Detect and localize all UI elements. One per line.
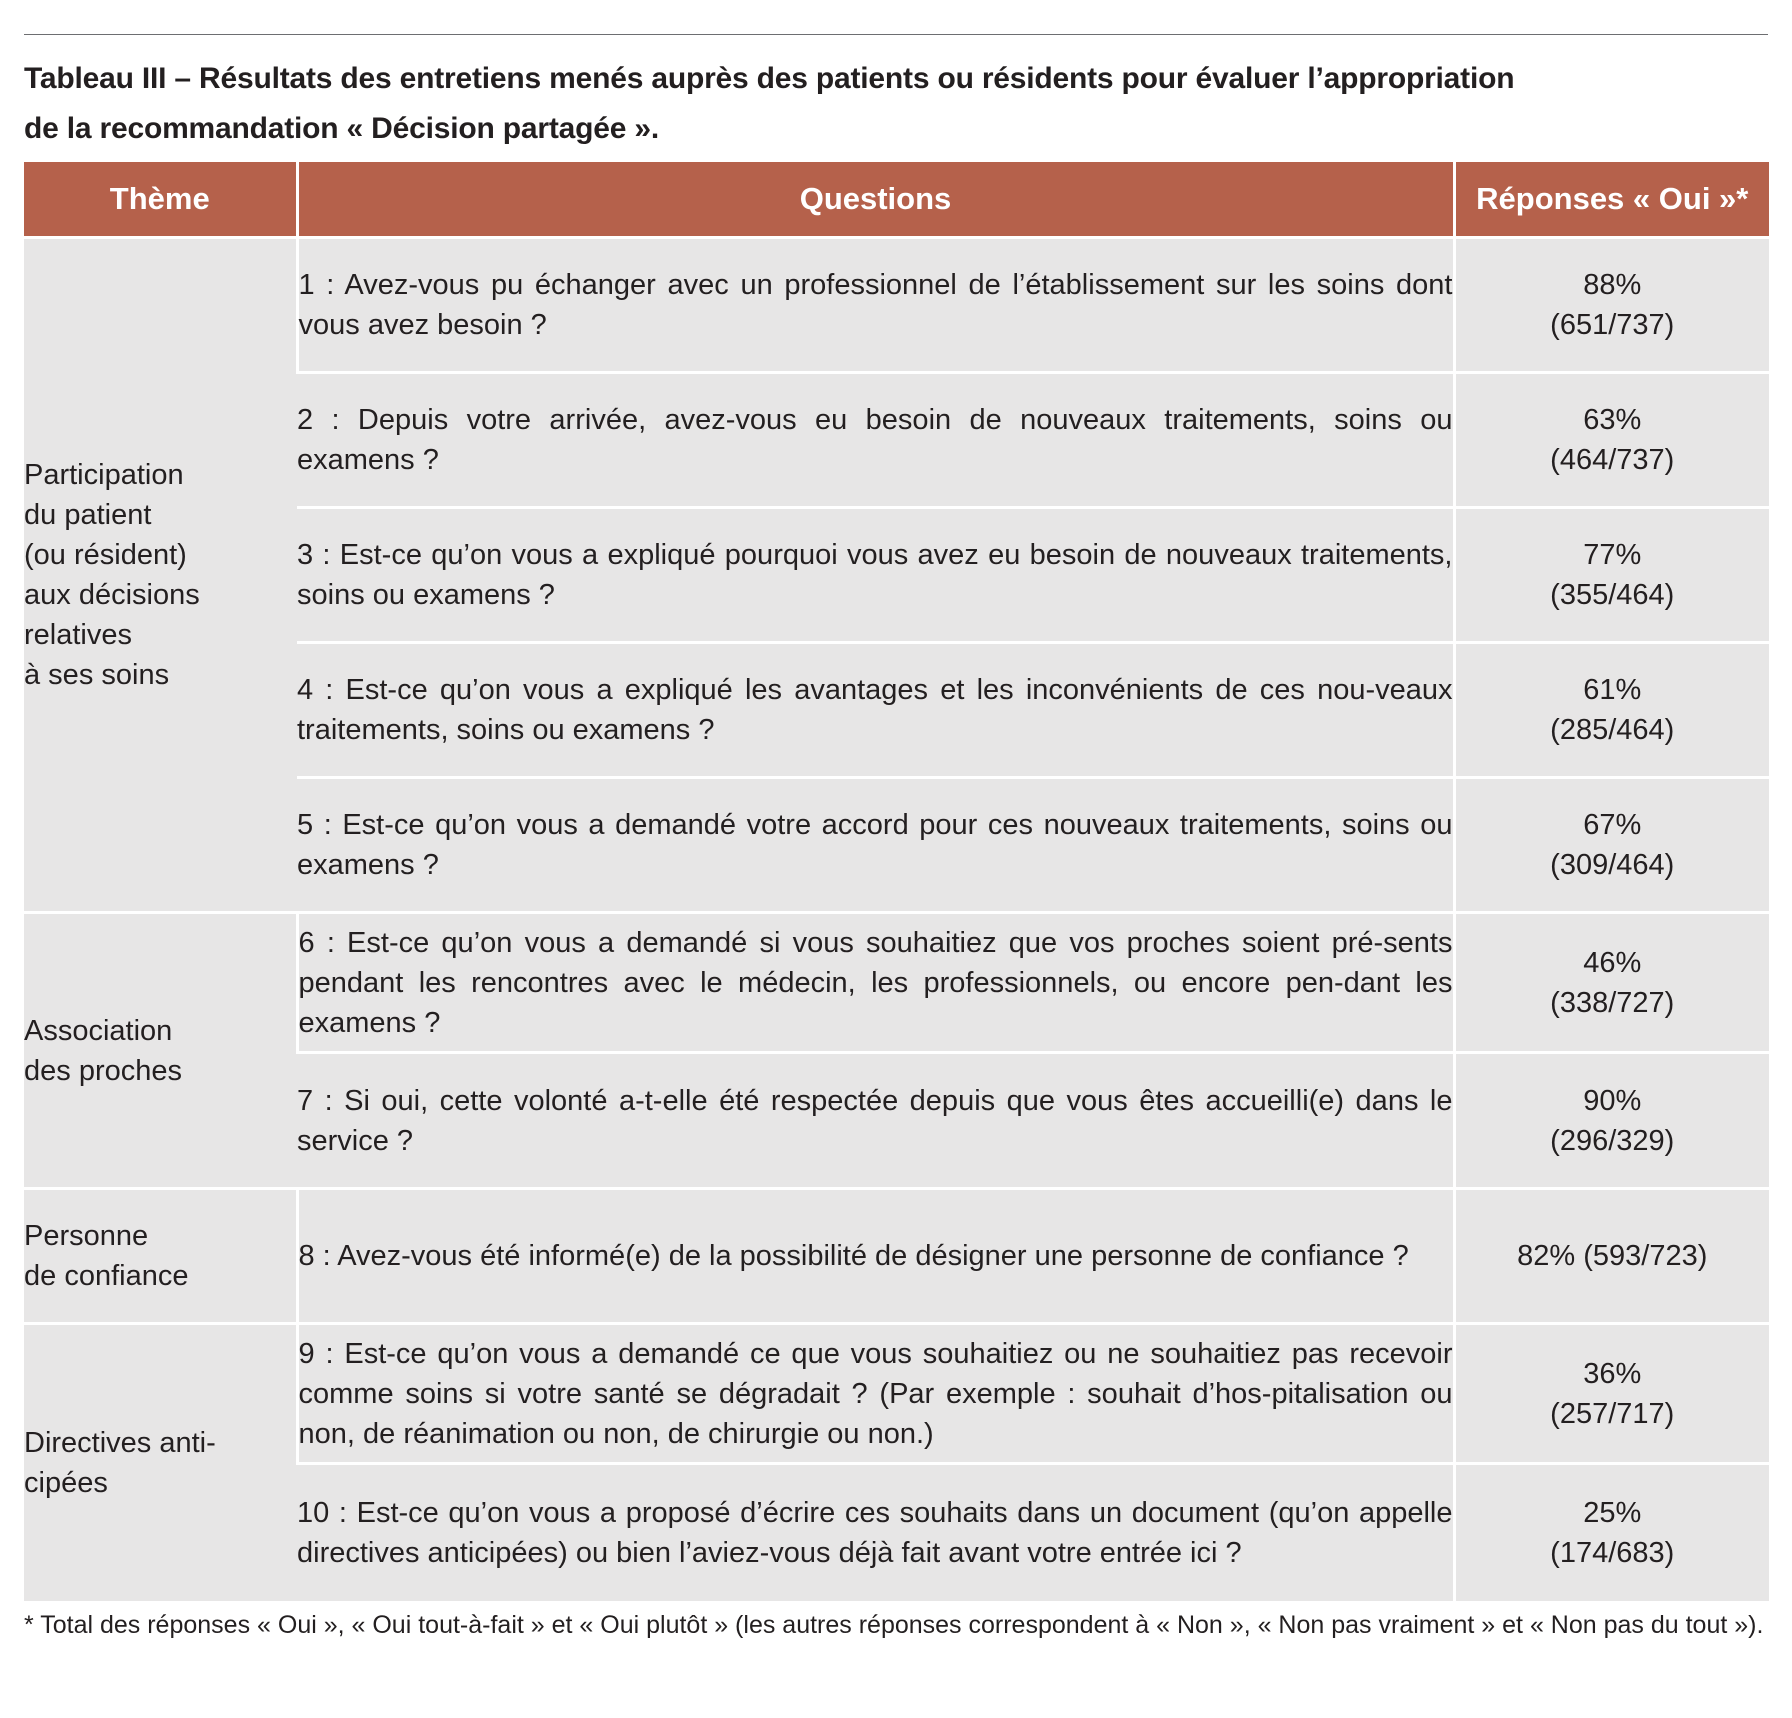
table-caption: [24, 54, 1764, 154]
table-body: [24, 238, 1769, 1601]
answer-count: (355/464): [1550, 579, 1675, 611]
answer-percent: 77%: [1583, 539, 1642, 571]
results-table: [24, 162, 1769, 1601]
answer-percent: 82% (593/723): [1517, 1240, 1708, 1272]
header-theme: Thème: [24, 162, 297, 238]
theme-cell: [24, 1189, 297, 1324]
answer-cell: [1454, 1464, 1769, 1601]
question-cell: 1 : Avez-vous pu échanger avec un professionnel de l’établissement sur les soins dont vous avez besoin ?: [297, 238, 1454, 373]
theme-label: Personne de confiance: [24, 1220, 189, 1292]
question-cell: 6 : Est-ce qu’on vous a demandé si vous souhaitiez que vos proches soient pré-sents pendant les rencontres avec le médecin, les professionnels, ou encore pen-dant les examens ?: [297, 913, 1454, 1053]
answer-count: (285/464): [1550, 714, 1675, 746]
header-responses: Réponses « Oui »*: [1454, 162, 1769, 238]
theme-cell: [24, 1324, 297, 1601]
answer-count: (338/727): [1550, 986, 1675, 1019]
table-row: [24, 238, 1769, 373]
answer-cell: [1454, 373, 1769, 508]
answer-percent: 90%: [1583, 1084, 1642, 1117]
answer-count: (174/683): [1550, 1536, 1675, 1569]
answer-percent: 36%: [1583, 1357, 1642, 1390]
table-row: [24, 1324, 1769, 1464]
answer-count: (296/329): [1550, 1124, 1675, 1157]
question-cell: 3 : Est-ce qu’on vous a expliqué pourquoi vous avez eu besoin de nouveaux traitements, soins ou examens ?: [297, 508, 1454, 643]
question-cell: 8 : Avez-vous été informé(e) de la possibilité de désigner une personne de confiance ?: [297, 1189, 1454, 1324]
answer-percent: 25%: [1583, 1496, 1642, 1529]
answer-cell: [1454, 643, 1769, 778]
top-rule: [24, 34, 1768, 35]
caption-line-2: de la recommandation « Décision partagée ».: [24, 112, 659, 145]
theme-label: Association des proches: [24, 1014, 182, 1087]
answer-count: (309/464): [1550, 849, 1675, 881]
caption-line-1: Tableau III – Résultats des entretiens menés auprès des patients ou résidents pour évaluer l’appropriation: [24, 62, 1515, 95]
answer-cell: [1454, 508, 1769, 643]
answer-cell: [1454, 1324, 1769, 1464]
header-row: [24, 162, 1769, 238]
answer-percent: 46%: [1583, 946, 1642, 979]
question-cell: 10 : Est-ce qu’on vous a proposé d’écrire ces souhaits dans un document (qu’on appelle directives anticipées) ou bien l’aviez-vous déjà fait avant votre entrée ici ?: [297, 1464, 1454, 1601]
answer-percent: 67%: [1583, 809, 1642, 841]
theme-cell: [24, 238, 297, 913]
answer-count: (651/737): [1550, 309, 1675, 341]
question-cell: 5 : Est-ce qu’on vous a demandé votre accord pour ces nouveaux traitements, soins ou examens ?: [297, 778, 1454, 913]
answer-count: (464/737): [1550, 444, 1675, 476]
answer-percent: 88%: [1583, 269, 1642, 301]
footnote: * Total des réponses « Oui », « Oui tout-à-fait » et « Oui plutôt » (les autres réponses correspondent à « Non », « Non pas vraiment » et « Non pas du tout »).: [24, 1611, 1764, 1639]
answer-percent: 63%: [1583, 404, 1642, 436]
answer-cell: [1454, 913, 1769, 1053]
question-cell: 9 : Est-ce qu’on vous a demandé ce que vous souhaitiez ou ne souhaitiez pas recevoir comme soins si votre santé se dégradait ? (Par exemple : souhait d’hos-pitalisation ou non, de réanimation ou non, de chirurgie ou non.): [297, 1324, 1454, 1464]
theme-cell: [24, 913, 297, 1189]
answer-cell: [1454, 778, 1769, 913]
theme-label: Participation du patient (ou résident) aux décisions relatives à ses soins: [24, 459, 200, 691]
answer-cell: [1454, 238, 1769, 373]
answer-cell: [1454, 1053, 1769, 1189]
answer-count: (257/717): [1550, 1397, 1675, 1430]
answer-percent: 61%: [1583, 674, 1642, 706]
table-row: [24, 913, 1769, 1053]
question-cell: 4 : Est-ce qu’on vous a expliqué les avantages et les inconvénients de ces nou-veaux traitements, soins ou examens ?: [297, 643, 1454, 778]
answer-cell: [1454, 1189, 1769, 1324]
header-questions: Questions: [297, 162, 1454, 238]
theme-label: Directives anti- cipées: [24, 1426, 216, 1499]
question-cell: 2 : Depuis votre arrivée, avez-vous eu besoin de nouveaux traitements, soins ou examens ?: [297, 373, 1454, 508]
question-cell: 7 : Si oui, cette volonté a-t-elle été respectée depuis que vous êtes accueilli(e) dans le service ?: [297, 1053, 1454, 1189]
table-row: [24, 1189, 1769, 1324]
